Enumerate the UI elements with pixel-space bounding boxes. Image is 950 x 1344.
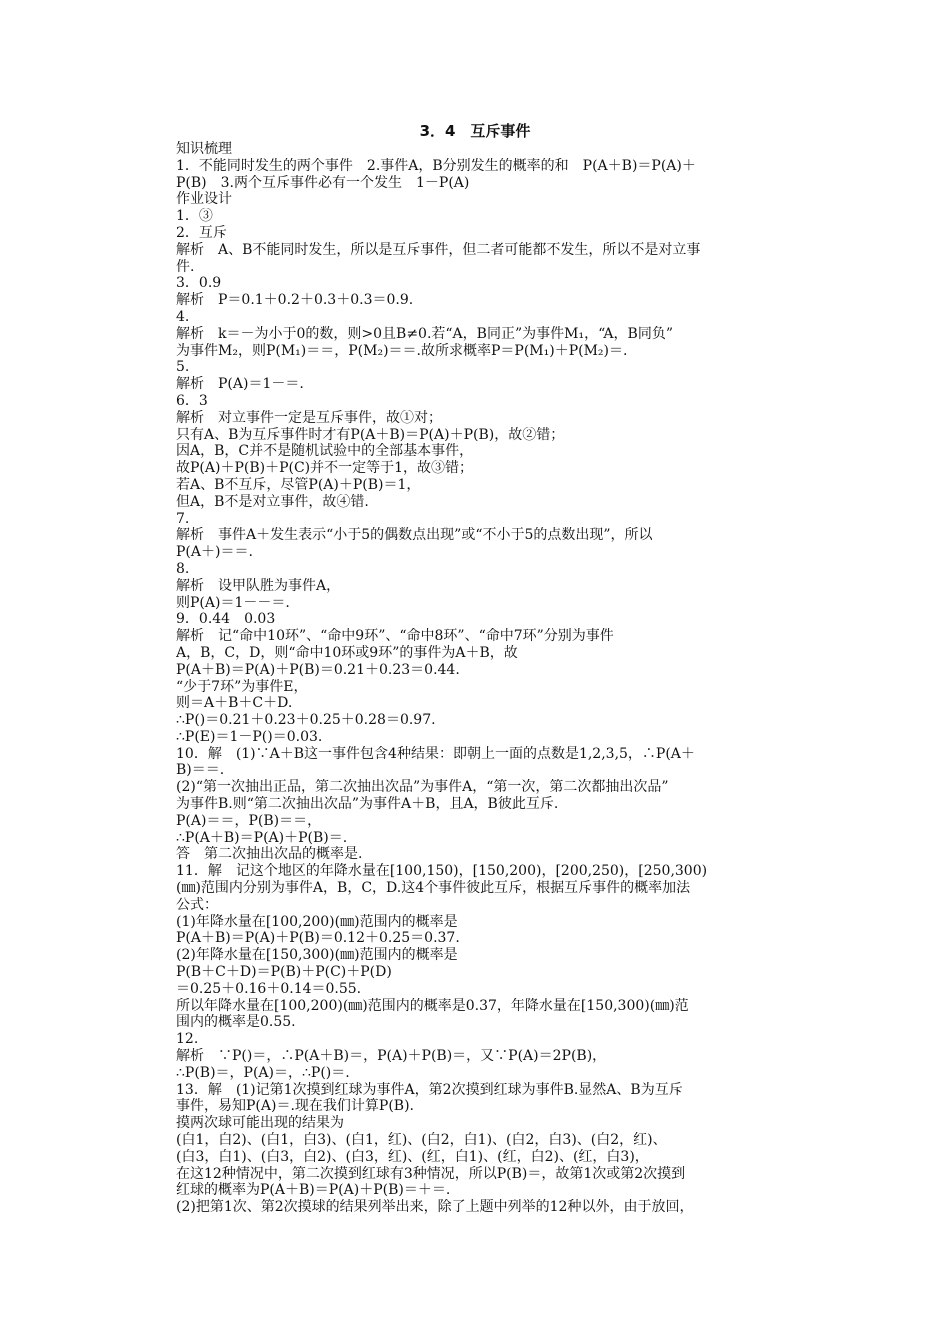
text-line: P(A)＝＝，P(B)＝＝，	[176, 812, 322, 829]
text-line: ∴P(A＋B)＝P(A)＋P(B)＝.	[176, 829, 348, 846]
text-line: 所以年降水量在[100,200)(㎜)范围内的概率是0.37，年降水量在[150,300)(㎜)范	[176, 997, 689, 1014]
text-line: 6．3	[176, 392, 208, 409]
text-line: (白3，白1)、(白3，白2)、(白3，红)、(红，白1)、(红，白2)、(红，白3)，	[176, 1148, 649, 1165]
text-line: 解析 k＝－为小于0的数，则>0且B≠0.若“A，B同正”为事件M₁，“A，B同负”	[176, 325, 673, 342]
text-line: 解析 P＝0.1＋0.2＋0.3＋0.3＝0.9.	[176, 292, 414, 309]
text-line: 1．不能同时发生的两个事件 2.事件A，B分别发生的概率的和 P(A＋B)＝P(A)＋	[176, 157, 696, 174]
text-line: 7.	[176, 510, 190, 527]
text-line: 为事件B.则“第二次抽出次品”为事件A＋B，且A，B彼此互斥.	[176, 796, 559, 813]
text-line: 10．解 (1)∵A＋B这一事件包含4种结果：即朝上一面的点数是1,2,3,5，∴P(A＋	[176, 745, 695, 762]
text-line: (1)年降水量在[100,200)(㎜)范围内的概率是	[176, 913, 458, 930]
text-line: 解析 P(A)＝1－＝.	[176, 376, 304, 393]
text-line: 事件，易知P(A)＝.现在我们计算P(B).	[176, 1098, 414, 1115]
text-line: P(A＋B)＝P(A)＋P(B)＝0.21＋0.23＝0.44.	[176, 661, 460, 678]
text-line: B)＝＝.	[176, 762, 225, 779]
text-line: (白1，白2)、(白1，白3)、(白1，红)、(白2，白1)、(白2，白3)、(白2，红)、	[176, 1132, 667, 1149]
text-line: 解析 设甲队胜为事件A，	[176, 577, 341, 594]
text-line: 13．解 (1)记第1次摸到红球为事件A，第2次摸到红球为事件B.显然A、B为互斥	[176, 1081, 683, 1098]
text-line: 因A，B，C并不是随机试验中的全部基本事件，	[176, 443, 474, 460]
text-line: 只有A、B为互斥事件时才有P(A＋B)＝P(A)＋P(B)，故②错；	[176, 426, 565, 443]
text-line: A，B，C，D，则“命中10环或9环”的事件为A＋B，故	[176, 644, 518, 661]
text-line: (2)“第一次抽出正品，第二次抽出次品”为事件A，“第一次，第二次都抽出次品”	[176, 779, 669, 796]
text-line: 答 第二次抽出次品的概率是.	[176, 846, 363, 863]
text-line: ∴P(E)＝1－P()＝0.03.	[176, 728, 323, 745]
text-line: 知识梳理	[176, 141, 232, 157]
text-line: 作业设计	[176, 191, 232, 208]
text-line: 则P(A)＝1－－＝.	[176, 594, 290, 611]
text-line: 1．③	[176, 208, 213, 225]
text-line: 解析 对立事件一定是互斥事件，故①对；	[176, 409, 442, 426]
text-line: 5.	[176, 359, 190, 376]
text-line: 解析 ∵P()＝，∴P(A＋B)＝，P(A)＋P(B)＝，又∵P(A)＝2P(B)，	[176, 1048, 607, 1065]
text-line: 3．0.9	[176, 275, 222, 292]
text-line: 在这12种情况中，第二次摸到红球有3种情况，所以P(B)＝，故第1次或第2次摸到	[176, 1165, 686, 1182]
text-line: ∴P()＝0.21＋0.23＋0.25＋0.28＝0.97.	[176, 712, 436, 729]
text-line: 围内的概率是0.55.	[176, 1014, 296, 1031]
text-line: 公式：	[176, 896, 218, 913]
text-line: 4.	[176, 308, 190, 325]
text-line: 9．0.44 0.03	[176, 611, 276, 628]
text-line: 解析 A、B不能同时发生，所以是互斥事件，但二者可能都不发生，所以不是对立事	[176, 241, 701, 258]
text-line: P(B＋C＋D)＝P(B)＋P(C)＋P(D)	[176, 964, 392, 981]
text-line: 但A，B不是对立事件，故④错.	[176, 493, 369, 510]
page-title: 3．4 互斥事件	[419, 122, 531, 140]
text-line: P(B) 3.两个互斥事件必有一个发生 1－P(A)	[176, 174, 470, 191]
text-line: 12.	[176, 1031, 199, 1048]
text-line: ∴P(B)＝，P(A)＝，∴P()＝.	[176, 1064, 350, 1081]
text-line: P(A＋B)＝P(A)＋P(B)＝0.12＋0.25＝0.37.	[176, 930, 460, 947]
text-line: (2)把第1次、第2次摸球的结果列举出来，除了上题中列举的12种以外，由于放回，	[176, 1199, 694, 1216]
text-line: “少于7环”为事件E，	[176, 678, 308, 695]
text-line: (㎜)范围内分别为事件A，B，C，D.这4个事件彼此互斥，根据互斥事件的概率加法	[176, 880, 691, 897]
text-line: 解析 记“命中10环”、“命中9环”、“命中8环”、“命中7环”分别为事件	[176, 628, 614, 645]
text-line: 件.	[176, 258, 195, 275]
text-line: (2)年降水量在[150,300)(㎜)范围内的概率是	[176, 947, 458, 964]
text-line: 2．互斥	[176, 224, 227, 241]
document-body	[176, 141, 780, 1216]
text-line: 则＝A＋B＋C＋D.	[176, 695, 293, 712]
text-line: 为事件M₂，则P(M₁)＝＝，P(M₂)＝＝.故所求概率P＝P(M₁)＋P(M₂)＝.	[176, 342, 628, 359]
text-line: 红球的概率为P(A＋B)＝P(A)＋P(B)＝＋＝.	[176, 1182, 451, 1199]
text-line: 解析 事件A＋发生表示“小于5的偶数点出现”或“不小于5的点数出现”，所以	[176, 527, 653, 544]
text-line: 8.	[176, 560, 190, 577]
text-line: ＝0.25＋0.16＋0.14＝0.55.	[176, 980, 362, 997]
text-line: 故P(A)＋P(B)＋P(C)并不一定等于1，故③错；	[176, 460, 474, 477]
text-line: P(A＋)＝＝.	[176, 544, 253, 561]
text-line: 若A、B不互斥，尽管P(A)＋P(B)＝1，	[176, 476, 421, 493]
text-line: 摸两次球可能出现的结果为	[176, 1115, 344, 1132]
text-line: 11．解 记这个地区的年降水量在[100,150)，[150,200)，[200,250)，[250,300)	[176, 863, 708, 880]
